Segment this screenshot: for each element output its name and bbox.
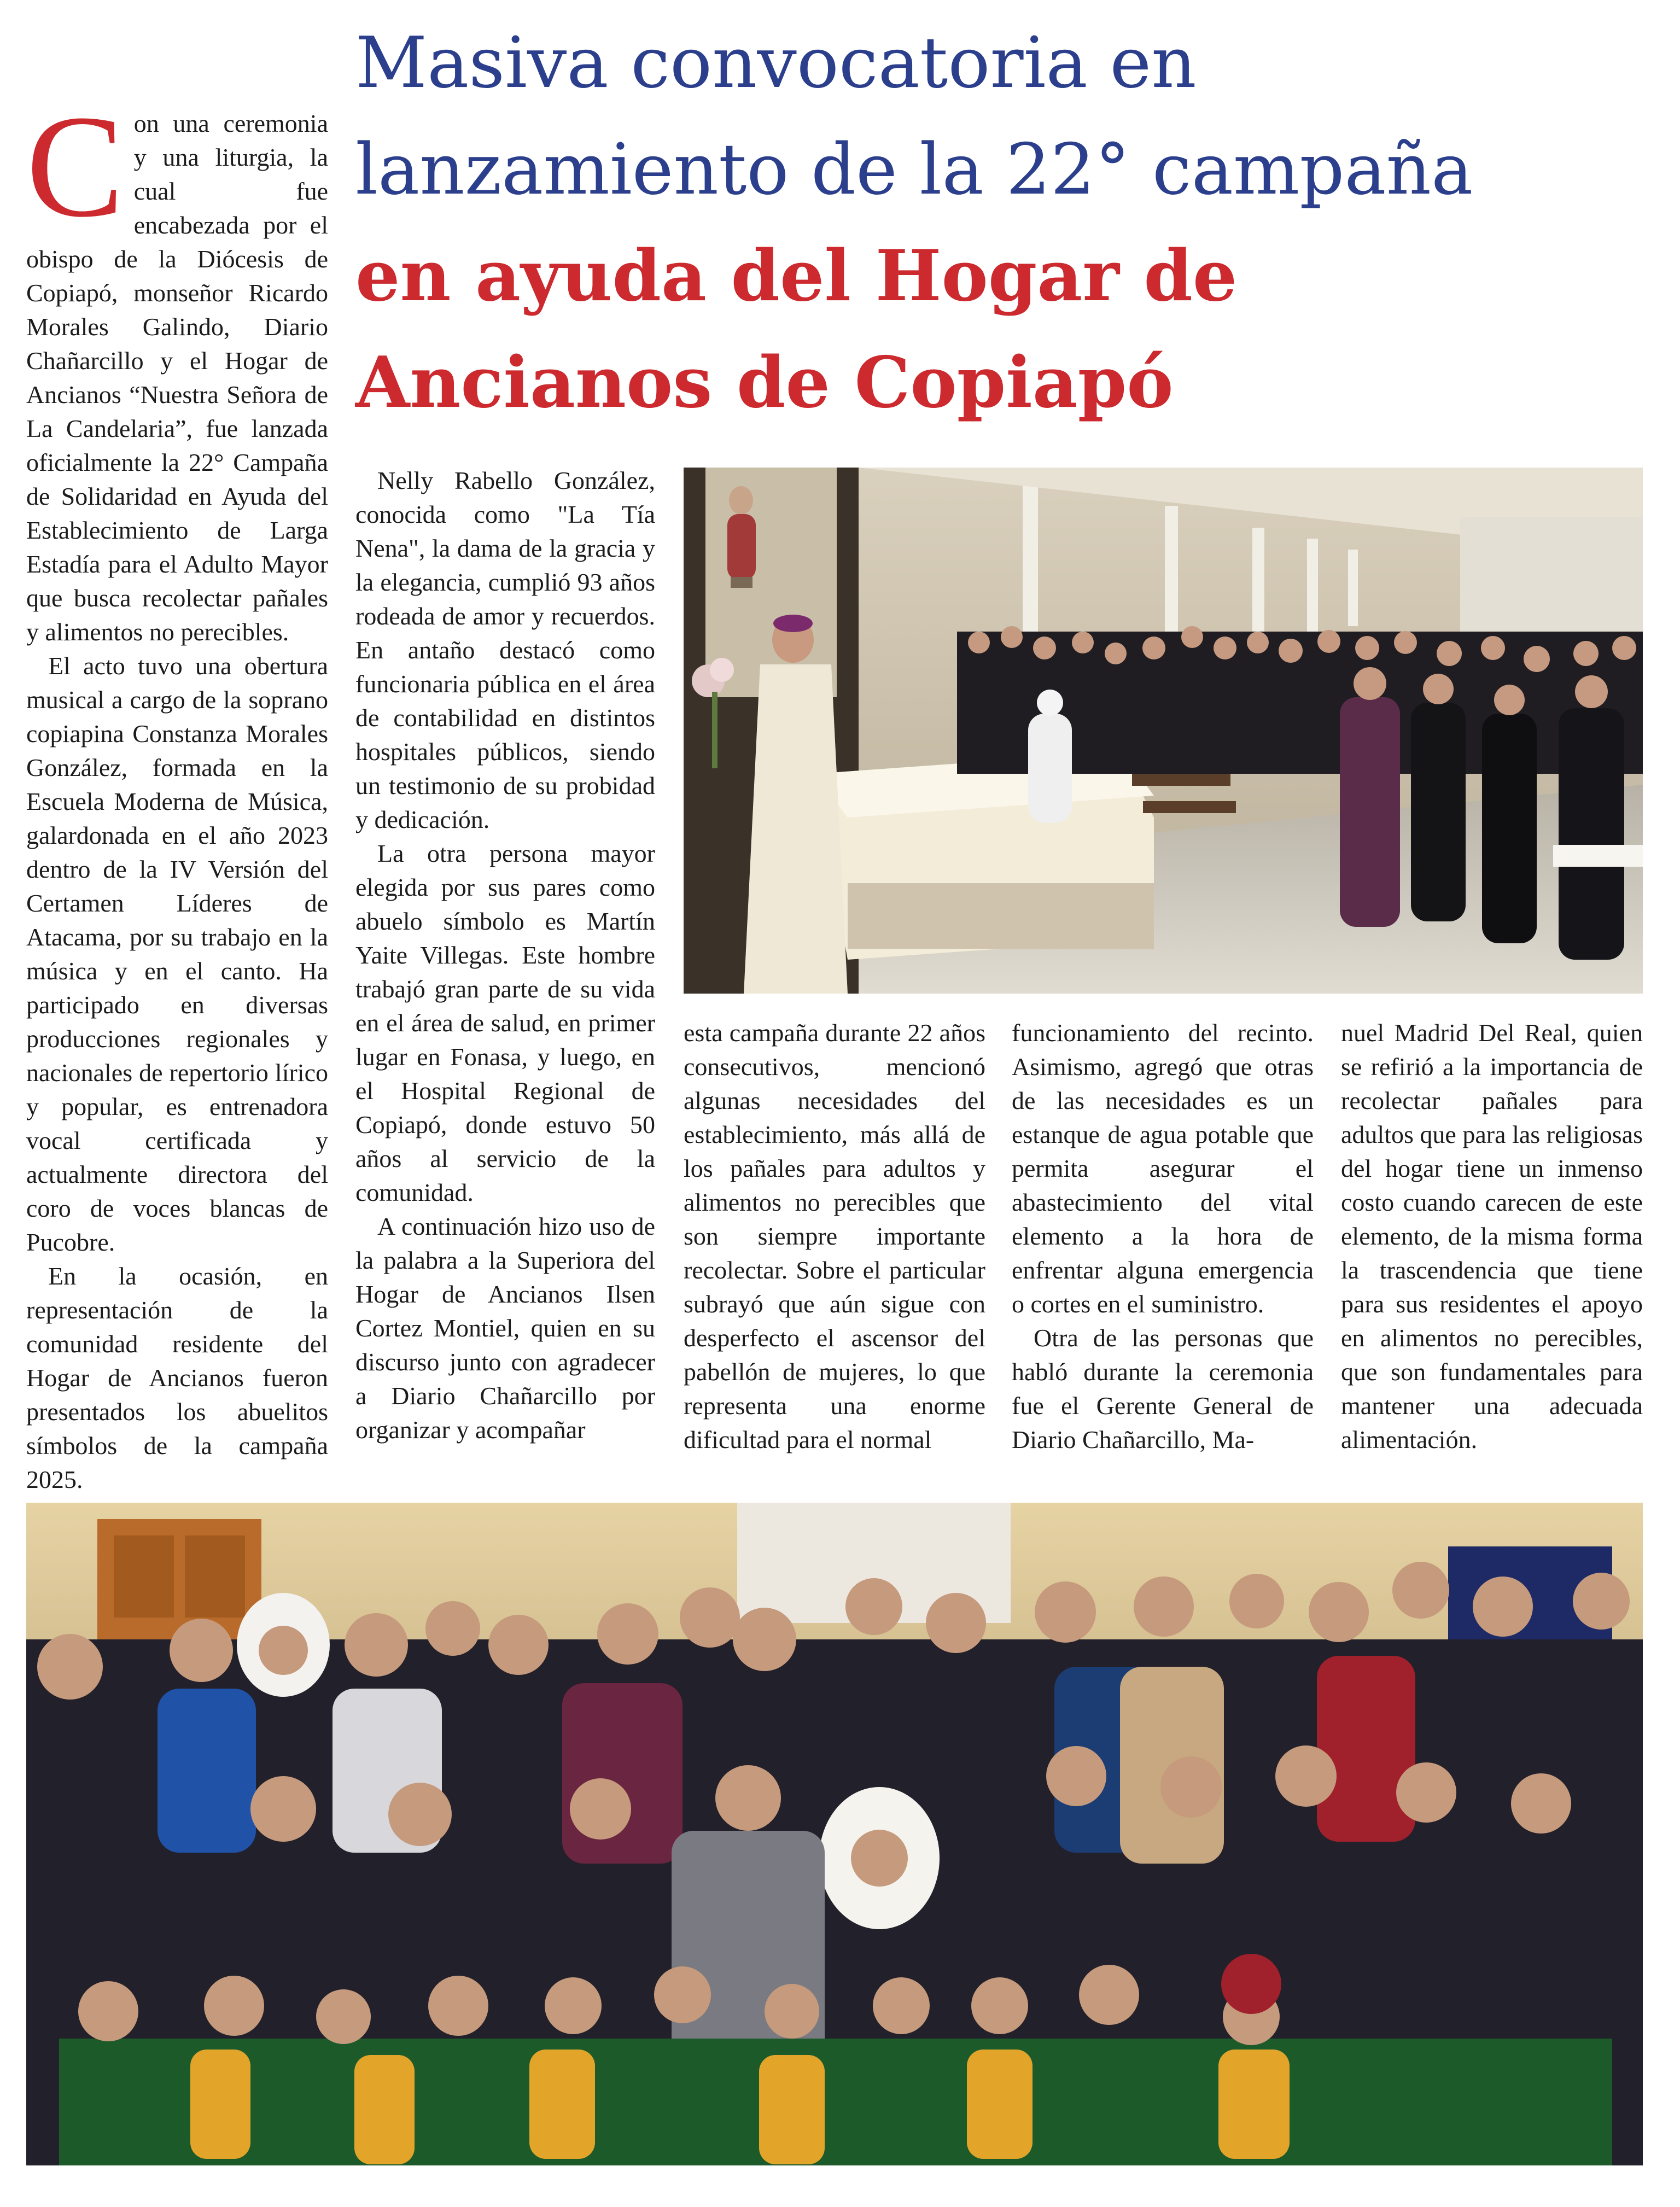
article-column-1: [26, 85, 328, 1497]
article-column-5: [1341, 1016, 1643, 1457]
headline-line-2: lanzamiento de la 22° campaña: [355, 129, 1473, 211]
group-photo-image: [26, 1503, 1643, 2165]
ceremony-photo-image: [684, 468, 1643, 994]
paragraph: nuel Madrid Del Real, quien se refirió a la importancia de recolectar pañales para adultos que para las religiosas del hogar tiene un inmenso costo cuando carecen de este elemento, de la misma forma la trascendencia que tiene para sus residentes el apoyo en alimentos no perecibles, que son fundamentales para mantener una adecuada alimentación.: [1341, 1019, 1643, 1453]
paragraph: on una ceremonia y una liturgia, la cual fue encabezada por el obispo de la Diócesis de Copiapó, monseñor Ricardo Morales Galindo, Diario Chañarcillo y el Hogar de Ancianos “Nuestra Señora de La Candelaria”, fue lanzada oficialmente la 22° Campaña de Solidaridad en Ayuda del Establecimiento de Larga Estadía para el Adulto Mayor que busca recolectar pañales y alimentos no perecibles.: [26, 109, 328, 646]
paragraph: El acto tuvo una obertura musical a cargo de la soprano copiapina Constanza Morales González, formada en la Escuela Moderna de Música, galardonada en el año 2023 dentro de la IV Versión del Certamen Líderes de Atacama, por su trabajo en la música y en el canto. Ha participado en diversas producciones regionales y nacionales de repertorio lírico y popular, es entrenadora vocal certificada y actualmente directora del coro de voces blancas de Pucobre.: [26, 652, 328, 1256]
drop-cap: C: [26, 85, 124, 247]
paragraph: funcionamiento del recinto. Asimismo, agregó que otras de las necesidades es un estanque de agua potable que permita asegurar el abastecimiento del vital elemento a la hora de enfrentar alguna emergencia o cortes en el suministro.: [1012, 1019, 1314, 1318]
article-column-3: [684, 1016, 985, 1457]
headline: [355, 10, 1668, 436]
paragraph: esta campaña durante 22 años consecutivos, mencionó algunas necesidades del establecimiento, más allá de los pañales para adultos y alimentos no perecibles que son siempre importante recolectar. Sobre el particular subrayó que aún sigue con desperfecto el ascensor del pabellón de mujeres, lo que representa una enorme dificultad para el normal: [684, 1019, 985, 1453]
paragraph: Nelly Rabello González, conocida como "La Tía Nena", la dama de la gracia y la elegancia, cumplió 93 años rodeada de amor y recuerdos. En antaño destacó como funcionaria pública en el área de contabilidad en distintos hospitales públicos, siendo un testimonio de su probidad y dedicación.: [355, 466, 655, 833]
headline-line-4: Ancianos de Copiapó: [355, 342, 1174, 424]
paragraph: A continuación hizo uso de la palabra a la Superiora del Hogar de Ancianos Ilsen Cortez Montiel, quien en su discurso junto con agradecer a Diario Chañarcillo por organizar y acompañar: [355, 1212, 655, 1444]
paragraph: En la ocasión, en representación de la comunidad residente del Hogar de Ancianos fueron presentados los abuelitos símbolos de la campaña 2025.: [26, 1262, 328, 1493]
ceremony-photo: [684, 468, 1643, 994]
headline-line-1: Masiva convocatoria en: [355, 22, 1197, 104]
paragraph: La otra persona mayor elegida por sus pares como abuelo símbolo es Martín Yaite Villegas. Este hombre trabajó gran parte de su vida en el área de salud, en primer lugar en Fonasa, y luego, en el Hospital Regional de Copiapó, donde estuvo 50 años al servicio de la comunidad.: [355, 839, 655, 1206]
headline-line-3: en ayuda del Hogar de: [355, 235, 1238, 317]
article-column-4: [1012, 1016, 1314, 1457]
group-photo: [26, 1503, 1643, 2165]
paragraph: Otra de las personas que habló durante la ceremonia fue el Gerente General de Diario Chañarcillo, Ma-: [1012, 1324, 1314, 1453]
article-column-2: [355, 464, 655, 1447]
